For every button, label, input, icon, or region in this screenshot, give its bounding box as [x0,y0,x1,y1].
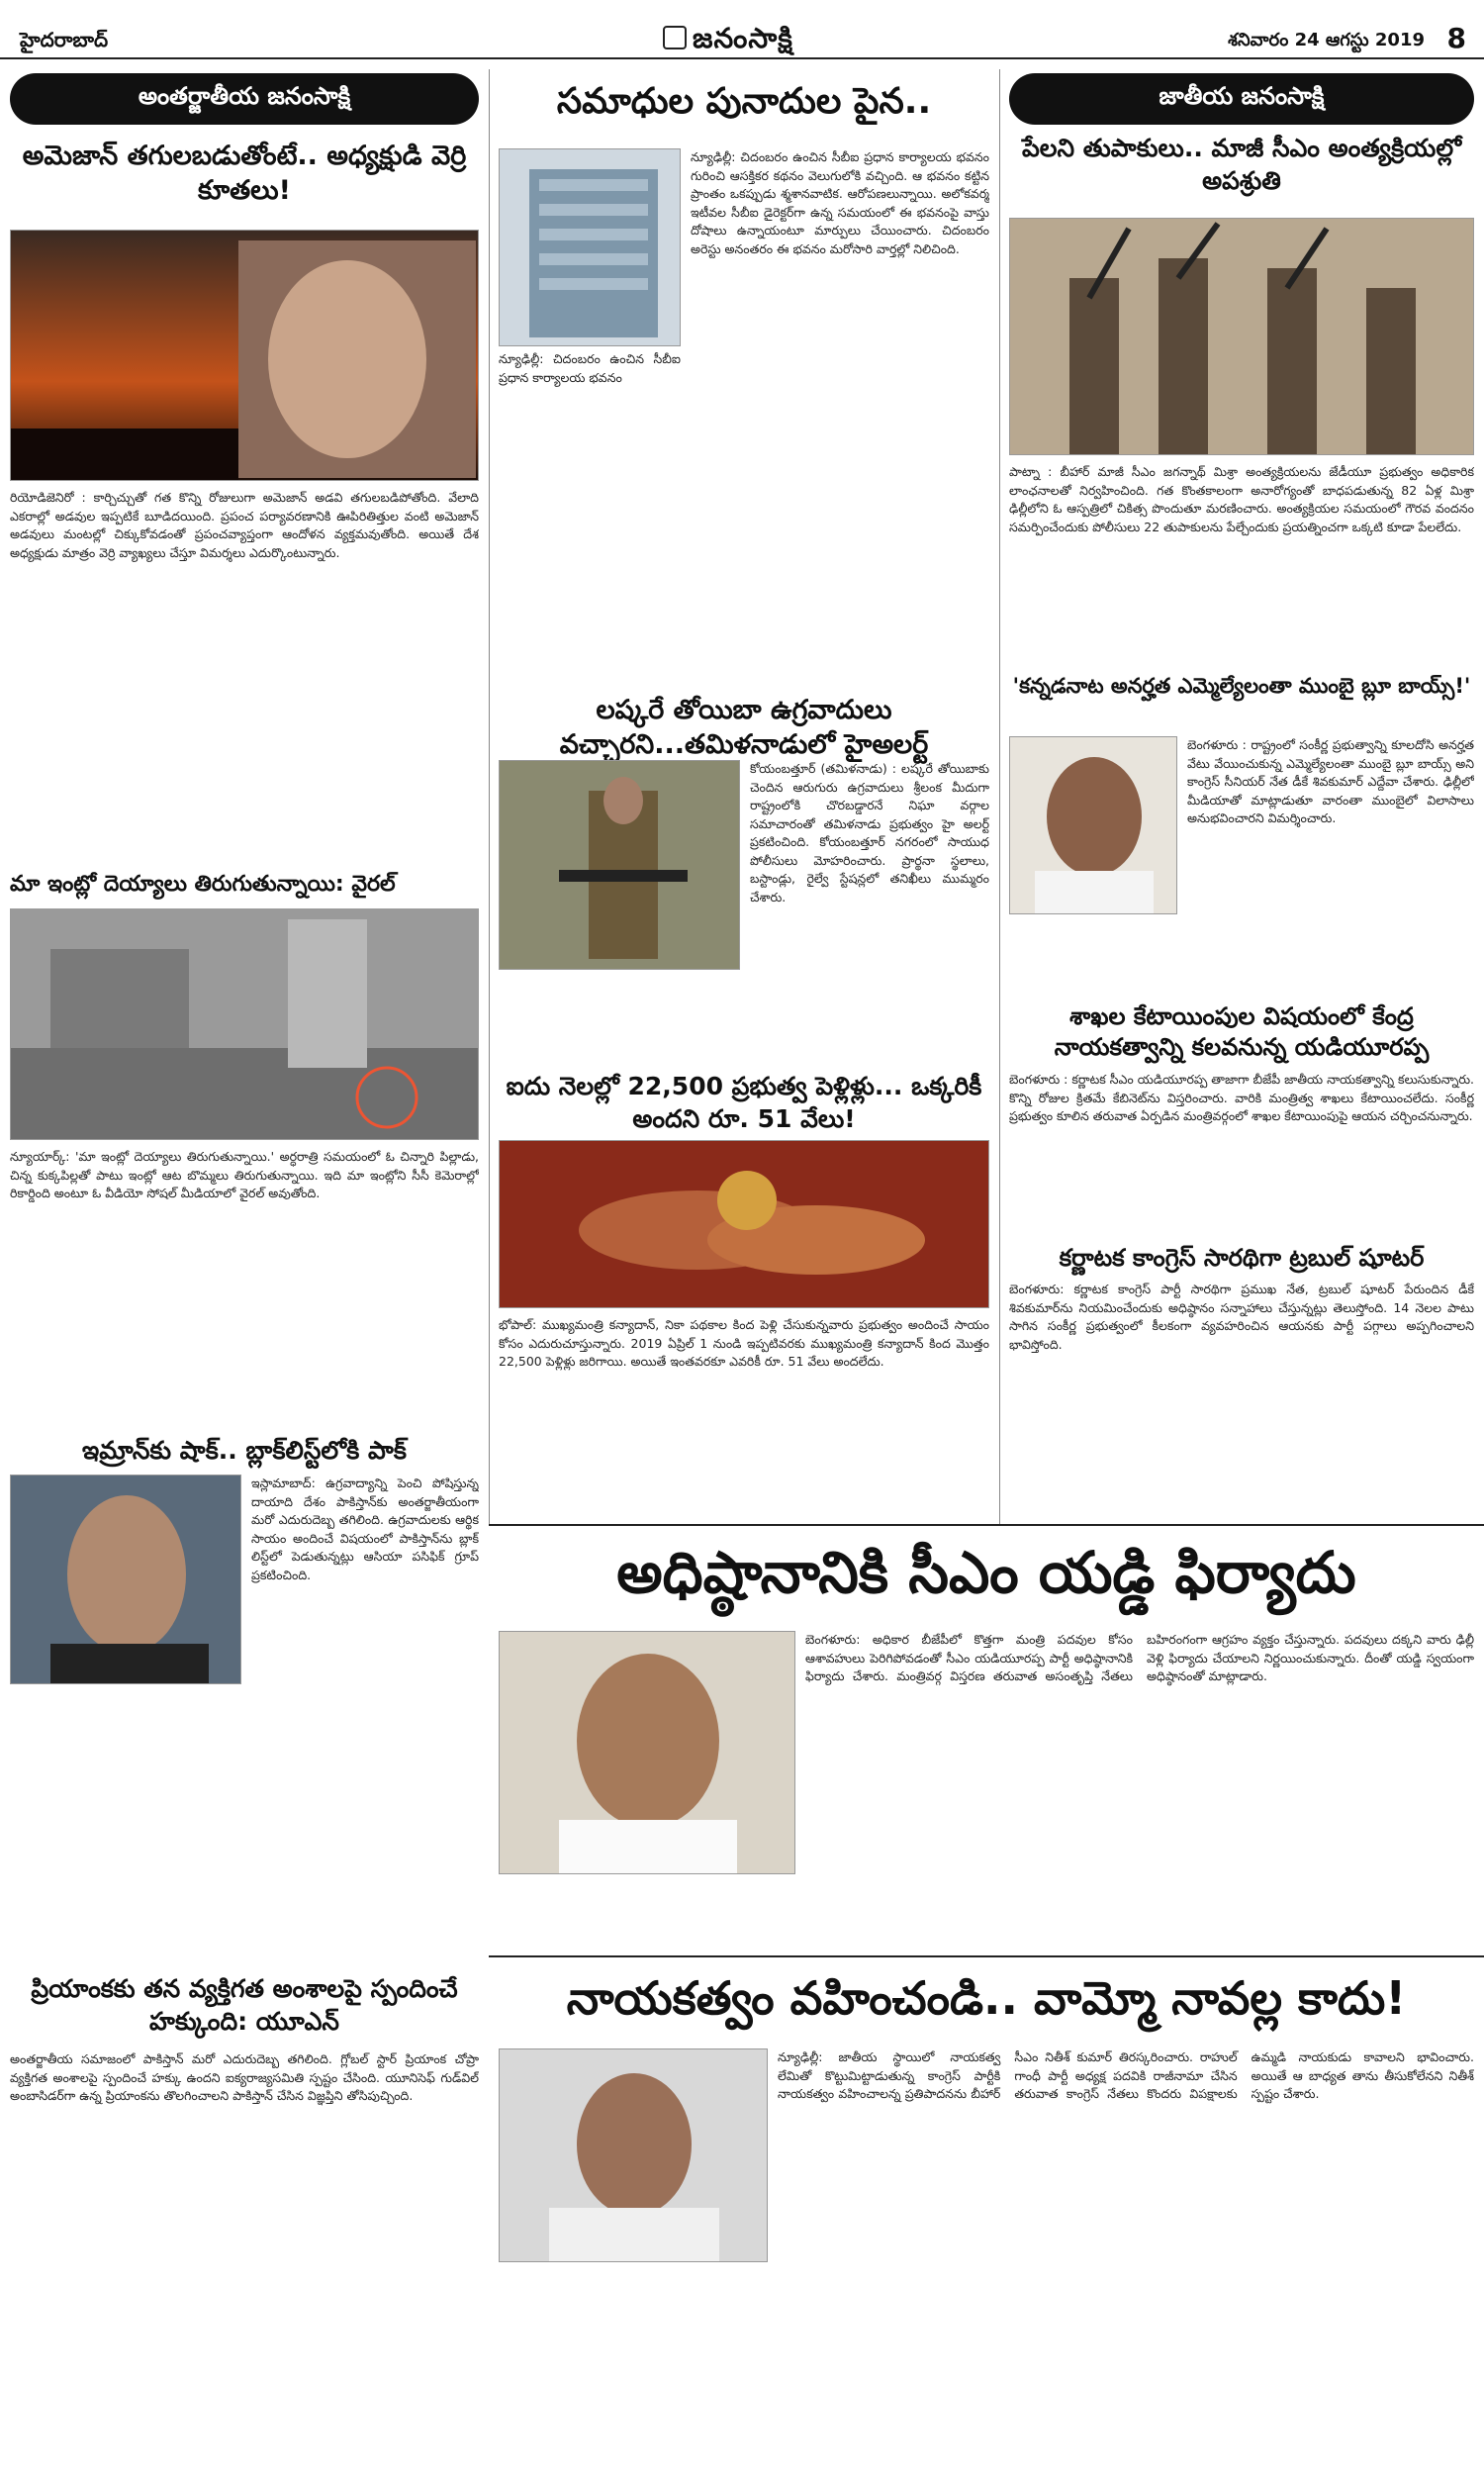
masthead-city: హైదరాబాద్ [20,28,109,51]
shivakumar-photo [1009,736,1177,914]
ghosts-cctv-photo [10,908,479,1140]
ghosts-body: న్యూయార్క్: 'మా ఇంట్లో దెయ్యాలు తిరుగుతున్నాయి.' అర్ధరాత్రి సమయంలో ఓ చిన్నారి పిల్లాడు, చిన్న కుక్కపిల్లతో పాటు ఇంట్లో ఆట బొమ్మలు తిరుగుతున్నాయి. ఇది మా ఇంట్లోని సీసీ కెమెరాల్లో రికార్డింది అంటూ ఓ వీడియో సోషల్ మీడియాలో వైరల్ అవుతోంది. [10,1149,479,1200]
amazon-fire-photo [10,230,479,481]
nitish-headline: నాయకత్వం వహించండి.. వామ్మో నావల్ల కాదు! [566,1971,1407,2025]
cabinet-headline: శాఖల కేటాయింపుల విషయంలో కేంద్ర నాయకత్వాన్ని కలవనున్న యడియూరప్ప [1054,1002,1430,1062]
troubleshooter-headline: కర్ణాటక కాంగ్రెస్ సారథిగా ట్రబుల్ షూటర్ [1059,1244,1425,1272]
troubleshooter-body: బెంగళూరు: కర్ణాటక కాంగ్రెస్ పార్టీ సారథిగా ప్రముఖ నేత, ట్రబుల్ షూటర్ పేరుందిన డీకే శివకుమార్‌ను నియమించేందుకు అధిష్ఠానం సన్నాహాలు చేస్తున్నట్లు తెలుస్తోంది. 14 నెలల పాటు సాగిన సంకీర్ణ ప్రభుత్వంలో కీలకంగా వ్యవహరించిన ఆయనకు పార్టీ పగ్గాలు అప్పగించాలని భావిస్తోంది. [1009,1282,1474,1352]
cbi-building-photo [499,148,681,346]
page-number: 8 [1446,22,1466,54]
nitish-body: న్యూఢిల్లీ: జాతీయ స్థాయిలో నాయకత్వ లేమితో కొట్టుమిట్టాడుతున్న కాంగ్రెస్ పార్టీకి నాయకత్వం వహించాలన్న ప్రతిపాదనను బీహార్ సీఎం నితీశ్ కుమార్ తిరస్కరించారు. రాహుల్ గాంధీ పార్టీ అధ్యక్ష పదవికి రాజీనామా చేసిన తరువాత కాంగ్రెస్ నేతలు కొందరు విపక్షాలకు ఉమ్మడి నాయకుడు కావాలని భావించారు. అయితే ఆ బాధ్యత తాను తీసుకోలేనని నితీశ్ స్పష్టం చేశారు. [778,2049,1474,2101]
weddings-body: భోపాల్: ముఖ్యమంత్రి కన్యాదాన్, నికా పథకాల కింద పెళ్లి చేసుకున్నవారు ప్రభుత్వం అందించే సాయం కోసం ఎదురుచూస్తున్నారు. 2019 ఏప్రిల్ 1 నుండి ఇప్పటివరకు ముఖ్యమంత్రి కన్యాదాన్ కింద మొత్తం 22,500 పెళ్లిళ్లు జరిగాయి. అయితే ఇంతవరకూ ఎవరికీ రూ. 51 వేలు అందలేదు. [499,1317,989,1369]
funeral-guns-photo [1009,218,1474,455]
masthead-date: శనివారం 24 ఆగస్టు 2019 [1228,30,1425,50]
yeddy-headline: అధిష్ఠానానికి సీఎం యడ్డి ఫిర్యాదు [616,1539,1356,1606]
amazon-body: రియోడిజెనిరో : కార్చిచ్చుతో గత కొన్ని రోజులుగా అమెజాన్ అడవి తగులబడిపోతోంది. వేలాది ఎకరాల్లో అడవుల ఇప్పటికే బూడిదయింది. ప్రపంచ పర్యావరణానికి ఊపిరితిత్తుల వంటి అమెజాన్ అడవులు మంటల్లో చిక్కుకోవడంతో ప్రపంచవ్యాప్తంగా ఆందోళన వ్యక్తమవుతోంది. అయితే దేశ అధ్యక్షుడు మాత్రం వెర్రి వ్యాఖ్యలు చేస్తూ విమర్శలు ఎదుర్కొంటున్నారు. [10,490,479,560]
newspaper-logo-icon [663,26,687,49]
karnataka-mla-body: బెంగళూరు : రాష్ట్రంలో సంకీర్ణ ప్రభుత్వాన్ని కూలదోసి అనర్హత వేటు వేయించుకున్న ఎమ్మెల్యేలంతా ముంబై బ్లూ బాయ్స్ అని కాంగ్రెస్ సీనియర్ నేత డీకే శివకుమార్ ఎద్దేవా చేశారు. ఢిల్లీలో మీడియాతో మాట్లాడుతూ వారంతా ముంబైలో విలాసాలు అనుభవించారని విమర్శించారు. [1187,737,1474,825]
nitish-photo [499,2048,768,2262]
section-banner-international: అంతర్జాతీయ జనంసాక్షి [10,73,479,125]
imran-photo [10,1475,241,1684]
karnataka-mla-headline: 'కన్నడనాట అనర్హత ఎమ్మెల్యేలంతా ముంబై బ్లూ బాయ్స్!' [1012,674,1471,698]
lalu-headline: పేలని తుపాకులు.. మాజీ సీఎం అంత్యక్రియల్లో అపశ్రుతి [1021,134,1462,195]
lashkar-body: కోయంబత్తూర్ (తమిళనాడు) : లష్కరే తోయిబాకు చెందిన ఆరుగురు ఉగ్రవాదులు శ్రీలంక మీదుగా రాష్ట్రంలోకి చొరబడ్డారనే నిఘా వర్గాల సమాచారంతో తమిళనాడు ప్రభుత్వం హై అలర్ట్ ప్రకటించింది. కోయంబత్తూర్ నగరంలో సాయుధ పోలీసులు మోహరించారు. ప్రార్థనా స్థలాలు, బస్టాండ్లు, రైల్వే స్టేషన్లలో తనిఖీలు ముమ్మరం చేశారు. [750,761,989,904]
yeddy-caption [499,1880,795,1948]
lashkar-body-continued [499,974,989,1059]
karnataka-mla-body-continued [1009,918,1474,998]
imran-headline: ఇమ్రాన్‌కు షాక్.. బ్లాక్‌లిస్ట్‌లోకి పాక్ [82,1436,407,1465]
nitish-caption [499,2270,768,2464]
weddings-headline: ఐదు నెలల్లో 22,500 ప్రభుత్వ పెళ్లిళ్లు... ఒక్కరికీ అందని రూ. 51 వేలు! [506,1072,982,1133]
samadhi-headline: సమాధుల పునాదుల పైన.. [556,81,932,122]
amazon-headline: అమెజాన్ తగులబడుతోంటే.. అధ్యక్షుడి వెర్రి కూతలు! [22,141,467,207]
lashkar-headline: లష్కరే తోయిబా ఉగ్రవాదులు వచ్చారని...తమిళనాడులో హైఅలర్ట్ [559,695,929,761]
wedding-hands-photo [499,1140,989,1308]
samadhi-caption: న్యూఢిల్లీ: చిదంబరం ఉంచిన సీబీఐ ప్రధాన కార్యాలయ భవనం [499,351,681,385]
lalu-body: పాట్నా : బీహార్ మాజీ సీఎం జగన్నాథ్ మిశ్రా అంత్యక్రియలను జేడీయూ ప్రభుత్వం అధికారిక లాంఛనాలతో నిర్వహించింది. గత కొంతకాలంగా అనారోగ్యంతో బాధపడుతున్న 82 ఏళ్ల మిశ్రా ఢిల్లీలోని ఓ ఆస్పత్రిలో చికిత్స పొందుతూ మరణించారు. అంత్యక్రియల సమయంలో గౌరవ వందనం సమర్పించేందుకు పోలీసులు 22 తుపాకులను పేల్చేందుకు ప్రయత్నించగా ఒక్కటి కూడా పేలలేదు. [1009,464,1474,534]
column-rule [999,69,1000,1524]
un-body: అంతర్జాతీయ సమాజంలో పాకిస్తాన్ మరో ఎదురుదెబ్బ తగిలింది. గ్లోబల్ స్టార్ ప్రియాంక చోప్రా వ్యక్తిగత అంశాలపై స్పందించే హక్కు ఉందని ఐక్యరాజ్యసమితి స్పష్టం చేసింది. యూనిసెఫ్ గుడ్‌విల్ అంబాసిడర్‌గా ఉన్న ప్రియాంకను తొలగించాలని పాకిస్తాన్ చేసిన విజ్ఞప్తిని తోసిపుచ్చింది. [10,2051,479,2103]
samadhi-body: న్యూఢిల్లీ: చిదంబరం ఉంచిన సీబీఐ ప్రధాన కార్యాలయ భవనం గురించి ఆసక్తికర కథనం వెలుగులోకి వచ్చింది. ఆ భవనం కట్టిన ప్రాంతం ఒకప్పుడు శ్మశానవాటిక. ఆరోపణలున్నాయి. అలోకవర్మ ఇటీవల సీబీఐ డైరెక్టర్‌గా ఉన్న సమయంలో ఈ భవనంపై వాస్తు దోషాలు ఉన్నాయంటూ మార్పులు చేయించారు. చిదంబరం అరెస్టు అనంతరం ఈ భవనం మరోసారి వార్తల్లో నిలిచింది. [691,149,989,256]
section-rule [489,1524,1484,1526]
masthead-paper-name: జనంసాక్షి [693,22,793,54]
column-rule [489,69,490,1524]
un-headline: ప్రియాంకకు తన వ్యక్తిగత అంశాలపై స్పందించే హక్కుంది: యూఎన్ [31,1974,458,2036]
imran-body-continued [10,1692,479,1963]
imran-body: ఇస్లామాబాద్: ఉగ్రవాద్యాన్ని పెంచి పోషిస్తున్న దాయాది దేశం పాకిస్తాన్‌కు అంతర్జాతీయంగా మరో ఎదురుదెబ్బ తగిలింది. ఉగ్రవాదులకు ఆర్థిక సాయం అందించే విషయంలో పాకిస్తాన్‌ను బ్లాక్ లిస్ట్‌లో పెడుతున్నట్లు ఆసియా పసిఫిక్ గ్రూప్ ప్రకటించింది. [251,1475,479,1582]
armed-police-photo [499,760,740,970]
section-rule [489,1955,1484,1957]
cabinet-body: బెంగళూరు : కర్ణాటక సీఎం యడియూరప్ప తాజాగా బీజేపీ జాతీయ నాయకత్వాన్ని కలుసుకున్నారు. కొన్ని రోజుల క్రితమే కేబినెట్‌ను విస్తరించారు. వారికి మంత్రిత్వ శాఖలు కేటాయించలేదు. సంకీర్ణ ప్రభుత్వం కూలిన తరువాత ఏర్పడిన మంత్రివర్గంలో శాఖల కేటాయింపుపై ఆయన చర్చించనున్నారు. [1009,1072,1474,1123]
yeddy-body: బెంగళూరు: అధికార బీజేపీలో కొత్తగా మంత్రి పదవుల కోసం ఆశావహులు పెరిగిపోవడంతో సీఎం యడియూరప్ప పార్టీ అధిష్ఠానానికి ఫిర్యాదు చేశారు. మంత్రివర్గ విస్తరణ తరువాత అసంతృప్తి నేతలు బహిరంగంగా ఆగ్రహం వ్యక్తం చేస్తున్నారు. పదవులు దక్కని వారు ఢిల్లీ వెళ్లి ఫిర్యాదు చేయాలని నిర్ణయించుకున్నారు. దీంతో యడ్డి స్వయంగా అధిష్ఠానంతో మాట్లాడారు. [805,1632,1474,1683]
section-banner-national: జాతీయ జనంసాక్షి [1009,73,1474,125]
yeddyurappa-photo [499,1631,795,1874]
masthead [0,0,1484,59]
ghosts-headline: మా ఇంట్లో దెయ్యాలు తిరుగుతున్నాయి: వైరల్ [10,872,396,897]
